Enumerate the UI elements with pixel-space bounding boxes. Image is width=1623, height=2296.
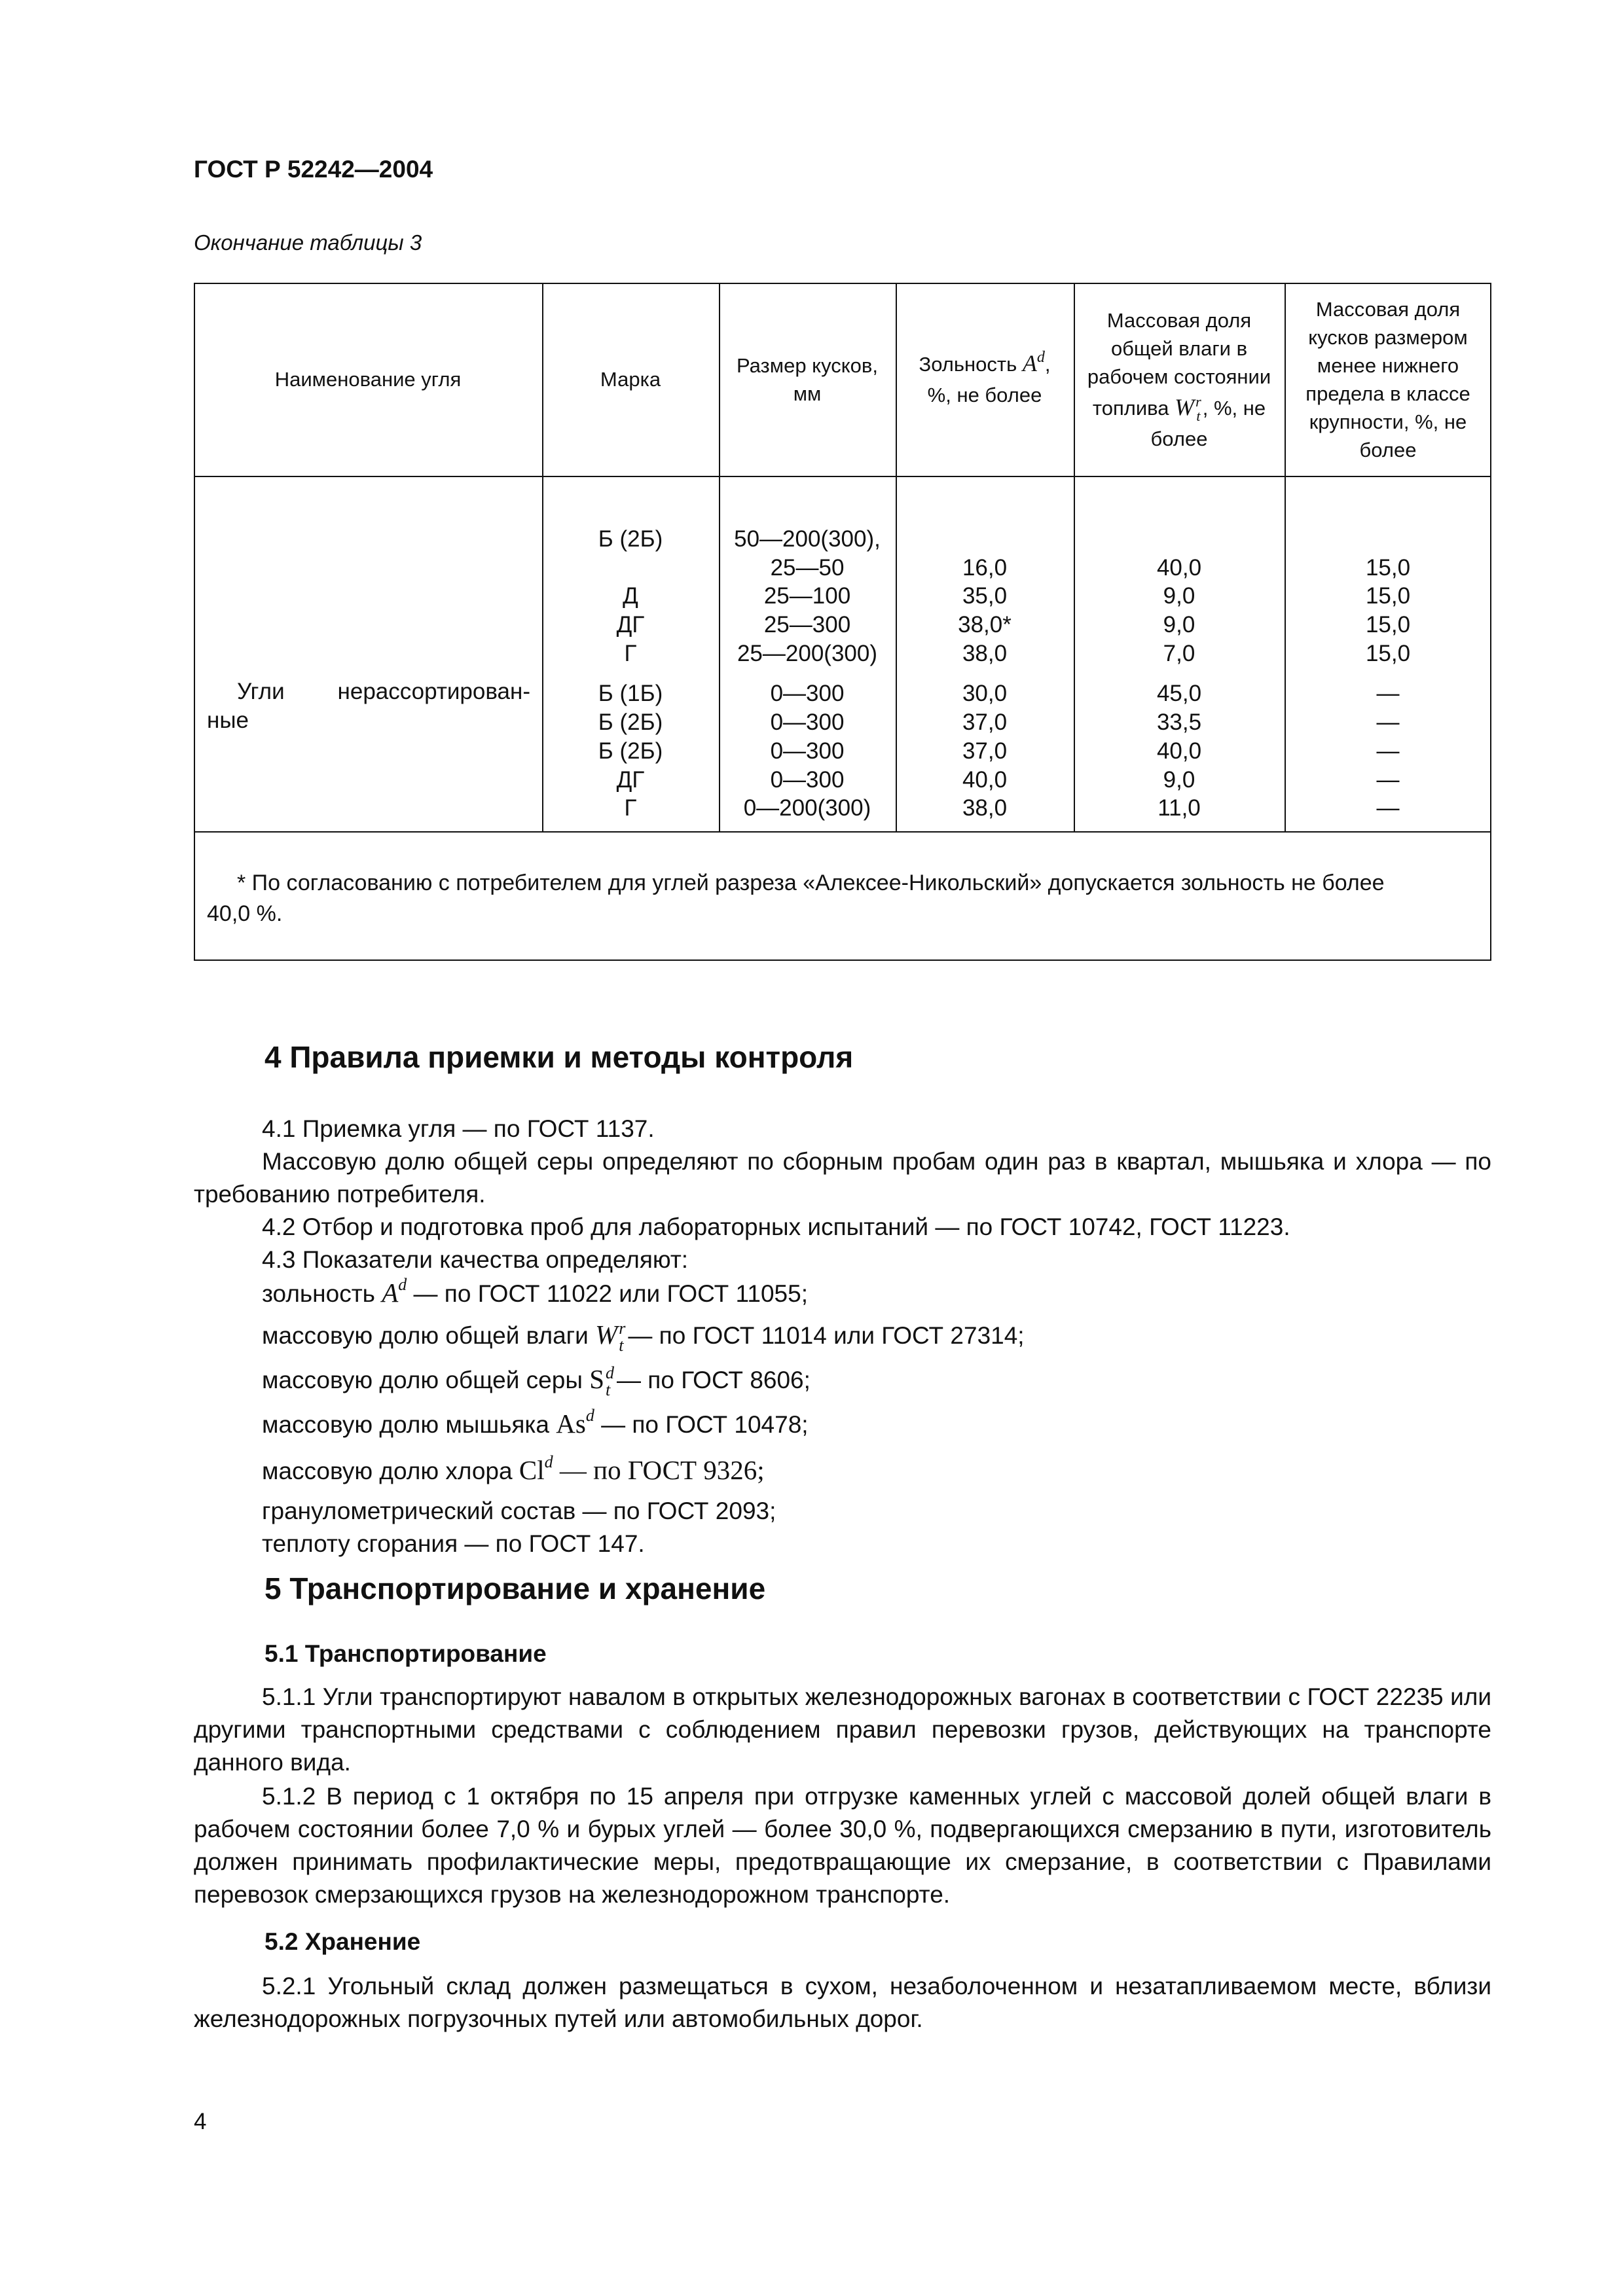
grade-cell: ДГ (616, 766, 645, 793)
quality-chlorine-item: массовую долю хлора Cl$^d$ — по ГОСТ 9326; (262, 1452, 765, 1485)
quality-sulfur-item: массовую долю общей серы S d t — по ГОСТ 8606; (262, 1363, 811, 1400)
grade-cell: Б (2Б) (598, 526, 663, 552)
size-cell: 25—200(300) (737, 640, 878, 666)
moisture-cell: 33,5 (1156, 709, 1202, 736)
size-cell: 25—50 (770, 554, 845, 581)
moisture-cell: 9,0 (1163, 583, 1195, 609)
fines-cell: — (1376, 738, 1400, 764)
fines-cell: — (1376, 766, 1400, 793)
section-4-title: 4 Правила приемки и методы контроля (264, 1040, 854, 1074)
subsection-5-1-title: 5.1 Транспортирование (264, 1640, 547, 1667)
document-header: ГОСТ Р 52242—2004 (194, 156, 433, 183)
grade-cell: Б (2Б) (598, 709, 663, 736)
ash-cell: 16,0 (962, 554, 1008, 581)
grade-cell: Б (2Б) (598, 738, 663, 764)
paragraph: 4.2 Отбор и подготовка проб для лабораторных испытаний — по ГОСТ 10742, ГОСТ 11223. (262, 1213, 1290, 1240)
grade-cell: ДГ (616, 612, 645, 638)
section-4-body (194, 1113, 1491, 1560)
coal-name-cell: Угли нерассортирован- ные (207, 679, 530, 733)
fines-cell (1285, 525, 1491, 554)
moisture-cell: 11,0 (1158, 795, 1201, 821)
ash-cell: 38,0* (958, 612, 1012, 638)
fines-cell: — (1376, 795, 1400, 821)
header-coal-name: Наименование угля (274, 368, 462, 391)
ash-column (896, 525, 1074, 823)
paragraph-5-1-1: 5.1.1 Угли транспортируют навалом в открытых железнодорожных вагонах в соответствии с ГОСТ 22235 или другими транспортными средствами с соблюдением правил перевозки грузов, действующих на транспорте данного вида. (194, 1683, 1491, 1776)
moisture-cell: 40,0 (1156, 554, 1202, 581)
ash-cell: 37,0 (962, 709, 1008, 736)
ash-cell: 40,0 (962, 766, 1008, 793)
moisture-cell: 9,0 (1163, 612, 1195, 638)
moisture-cell: 9,0 (1163, 766, 1195, 793)
header-ash: Зольность $A^d$, %, не более (919, 349, 1051, 406)
grade-column (542, 525, 719, 823)
size-cell: 0—300 (770, 738, 845, 764)
ash-cell: 38,0 (962, 640, 1008, 666)
fines-cell: — (1376, 681, 1400, 707)
table-caption: Окончание таблицы 3 (194, 230, 422, 255)
moisture-cell: 7,0 (1163, 640, 1195, 666)
fines-cell: — (1376, 709, 1400, 736)
fines-column (1285, 525, 1491, 823)
fines-cell: 15,0 (1365, 554, 1411, 581)
table-footnote-divider (194, 831, 1491, 833)
quality-heat-item: теплоту сгорания — по ГОСТ 147. (262, 1530, 645, 1557)
ash-cell: 35,0 (962, 583, 1008, 609)
moisture-cell: 45,0 (1156, 681, 1202, 707)
section-5-title: 5 Транспортирование и хранение (264, 1571, 766, 1605)
quality-granulometric-item: гранулометрический состав — по ГОСТ 2093; (262, 1498, 776, 1524)
page-number: 4 (194, 2109, 207, 2134)
table-footnote: * По согласованию с потребителем для углей разреза «Алексее-Никольский» допускается зольность не более 40,0 %. (207, 870, 1385, 926)
header-size: Размер кусков, мм (737, 353, 878, 405)
paragraph-5-2-1: 5.2.1 Угольный склад должен размещаться в сухом, незаболоченном и незатапливаемом месте, вблизи железнодорожных погрузочных путей или автомобильных дорог. (194, 1973, 1491, 2032)
grade-cell (542, 554, 719, 583)
moisture-cell: 40,0 (1156, 738, 1202, 764)
ash-cell (896, 525, 1074, 554)
grade-cell: Г (624, 795, 637, 821)
header-moisture: Массовая доля общей влаги в рабочем состоянии топлива W r t , %, не более (1087, 308, 1271, 450)
quality-moisture-item: массовую долю общей влаги W r t — по ГОСТ 11014 или ГОСТ 27314; (262, 1319, 1025, 1355)
grade-cell: Д (623, 583, 638, 609)
grade-cell: Б (1Б) (598, 681, 663, 707)
ash-cell: 30,0 (962, 681, 1008, 707)
fines-cell: 15,0 (1365, 612, 1411, 638)
size-column (719, 525, 896, 823)
table-header-divider (194, 476, 1491, 477)
size-cell: 0—300 (770, 709, 845, 736)
quality-arsenic-item: массовую долю мышьяка As$^d$ — по ГОСТ 10478; (262, 1406, 809, 1439)
fines-cell: 15,0 (1365, 640, 1411, 666)
size-cell: 0—200(300) (743, 795, 871, 821)
paragraph: Массовую долю общей серы определяют по сборным пробам один раз в квартал, мышьяка и хлора — по требованию потребителя. (194, 1148, 1491, 1208)
moisture-column (1074, 525, 1285, 823)
ash-cell: 38,0 (962, 795, 1008, 821)
header-grade: Марка (600, 368, 661, 391)
quality-ash-item: зольность $A^d$ — по ГОСТ 11022 или ГОСТ 11055; (262, 1275, 808, 1308)
grade-cell: Г (624, 640, 637, 666)
fines-cell: 15,0 (1365, 583, 1411, 609)
paragraph: 4.1 Приемка угля — по ГОСТ 1137. (262, 1115, 655, 1142)
size-cell: 25—100 (763, 583, 851, 609)
ash-cell: 37,0 (962, 738, 1008, 764)
paragraph: 4.3 Показатели качества определяют: (262, 1246, 689, 1273)
header-fines: Массовая доля кусков размером менее нижнего предела в классе крупности, %, не более (1305, 297, 1470, 461)
size-cell: 25—300 (763, 612, 851, 638)
moisture-cell (1074, 525, 1285, 554)
size-cell: 50—200(300), (734, 526, 881, 552)
paragraph-5-1-2: 5.1.2 В период с 1 октября по 15 апреля при отгрузке каменных углей с массовой долей общей влаги в рабочем состоянии более 7,0 % и бурых углей — более 30,0 %, подвергающихся смерзанию в пути, изготовитель должен принимать профилактические меры, предотвращающие их смерзание, в соответствии с Правилами перевозок смерзающихся грузов на железнодорожном транспорте. (194, 1783, 1491, 1908)
size-cell: 0—300 (770, 681, 845, 707)
size-cell: 0—300 (770, 766, 845, 793)
subsection-5-2-title: 5.2 Хранение (264, 1928, 421, 1955)
